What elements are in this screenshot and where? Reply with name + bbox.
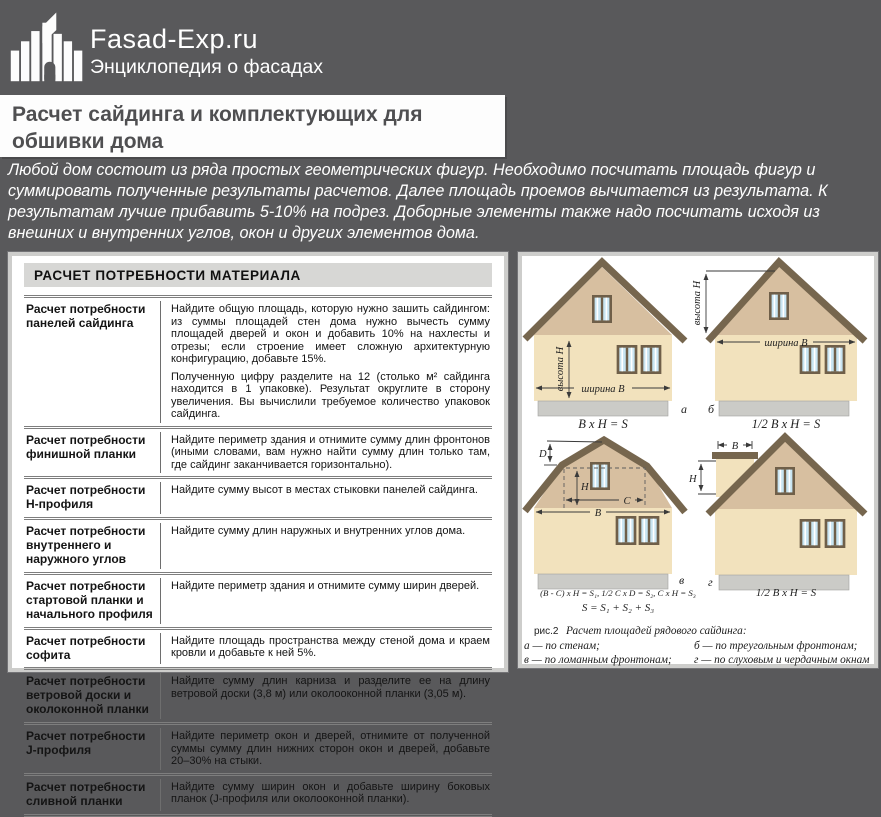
row-paragraph: Найдите периметр здания и отнимите сумму ширин дверей.	[171, 579, 480, 592]
row-label: Расчет потребности J-профиля	[26, 729, 146, 758]
gable-window	[592, 295, 612, 323]
table-row-start-strip	[24, 575, 492, 630]
row-paragraph: Найдите периметр окон и дверей, отнимите от полученной суммы сумму длин нижних сторон окон и дверей, добавьте 20–30% на стыки.	[171, 730, 490, 768]
wall-window	[825, 345, 846, 374]
wall-window	[639, 516, 660, 545]
dim-width-label: ширина B	[764, 338, 808, 349]
house-g	[688, 437, 865, 599]
table-row-wind-board	[24, 670, 492, 725]
dim-b-label: B	[594, 508, 602, 519]
house-formula: 1/2 B x H = S	[755, 587, 817, 599]
wall-window	[616, 516, 637, 545]
figure-number: рис.2	[534, 626, 559, 637]
row-label: Расчет потребности стартовой планки и начального профиля	[26, 578, 153, 621]
row-text	[160, 728, 492, 770]
house-formula-sum: S = S₁ + S₂ + S₃	[581, 602, 655, 614]
house-letter: г	[708, 575, 713, 589]
caption-item-a: а — по стенам;	[524, 640, 600, 652]
row-paragraph: Найдите сумму длин карниза и разделите ее на длину ветровой доски (3,8 м) или околооконной планки (3,05 м).	[171, 675, 490, 700]
dim-height-label: высота H	[555, 346, 566, 392]
diagram-panel	[518, 252, 878, 668]
brand-logo-icon	[8, 5, 86, 85]
row-paragraph: Найдите периметр здания и отнимите сумму длин фронтонов (иными словами, вам нужно найти сумму длин только там, где сайдинг заканчивается горизонтально).	[171, 433, 490, 471]
wall-window	[800, 519, 821, 548]
dim-c-label: C	[623, 496, 631, 507]
table-row-j-profile	[24, 725, 492, 776]
row-text	[160, 779, 492, 811]
brand-name: Fasad-Exp.ru	[90, 24, 259, 54]
page-title-box	[0, 95, 505, 157]
site-header	[0, 0, 881, 90]
table-row-drip-cap	[24, 776, 492, 817]
caption-item-v: в — по ломанным фронтонам;	[524, 654, 672, 666]
dim-h-label: H	[581, 482, 589, 493]
house-letter: б	[708, 402, 715, 416]
gable-window	[590, 462, 610, 490]
table-row-siding-panels	[24, 298, 492, 429]
brand-text	[90, 24, 323, 80]
house-v	[525, 440, 696, 614]
house-formula: (B - C) x H = S₁, 1/2 C x D = S₂, C x H = S₃	[540, 588, 696, 598]
dim-b-label: B	[731, 441, 739, 452]
row-text	[160, 633, 492, 665]
table-row-finish-strip	[24, 429, 492, 480]
row-label: Расчет потребности панелей сайдинга	[26, 302, 146, 330]
wall-window	[825, 519, 846, 548]
row-text	[160, 482, 492, 514]
house-letter: а	[681, 402, 687, 416]
row-text	[160, 578, 492, 624]
figure-caption	[524, 625, 870, 666]
row-text	[160, 523, 492, 569]
gable-window	[775, 467, 795, 495]
row-paragraph: Найдите сумму ширин окон и добавьте ширину боковых планок (J-профиля или околооконной планки).	[171, 780, 490, 806]
materials-table-panel	[8, 252, 508, 808]
siding-area-diagram	[522, 256, 873, 666]
row-text	[160, 432, 492, 474]
row-label: Расчет потребности финишной планки	[26, 432, 146, 461]
table-row-corners	[24, 520, 492, 575]
row-text	[160, 673, 492, 719]
brand-tagline: Энциклопедия о фасадах	[90, 56, 323, 78]
row-label: Расчет потребности Н-профиля	[26, 483, 146, 512]
house-formula: B x H = S	[578, 417, 628, 431]
row-text	[160, 301, 492, 423]
house-a	[525, 262, 687, 431]
wall-window	[641, 345, 662, 374]
caption-item-g: г — по слуховым и чердачным окнам	[694, 654, 870, 666]
dormer-roof	[712, 452, 758, 459]
dim-width-label: ширина B	[581, 384, 625, 395]
dim-height-label: высота H	[692, 280, 703, 326]
row-paragraph: Найдите общую площадь, которую нужно зашить сайдингом: из суммы площадей стен дома нужно вычесть сумму площадей дверей и окон и добавить 10% на нахлесты и отрезы; если строение имеет сложную архитектурную конфигурацию, добавьте 15%.	[171, 303, 490, 366]
dim-h-label: H	[689, 474, 697, 485]
page-title: Расчет сайдинга и комплектующих для обшивки дома	[12, 103, 423, 153]
wall-window	[617, 345, 638, 374]
materials-table	[24, 295, 492, 817]
house-letter: в	[679, 573, 685, 587]
caption-item-b: б — по треугольным фронтонам;	[694, 640, 858, 652]
row-label: Расчет потребности ветровой доски и околоконной планки	[26, 674, 149, 717]
table-row-h-profile	[24, 479, 492, 520]
gable-window	[769, 292, 789, 320]
row-paragraph: Найдите сумму длин наружных и внутренних углов дома.	[171, 525, 466, 538]
row-label: Расчет потребности сливной планки	[26, 779, 146, 808]
row-paragraph: Полученную цифру разделите на 12 (столько м² сайдинга находится в 1 упаковке). Результат округлите в сторону увеличения. Вы вычислили требуемое количество упаковок сайдинга.	[171, 370, 490, 421]
caption-title: Расчет площадей рядового сайдинга:	[566, 625, 747, 637]
dim-d-label: D	[539, 449, 547, 460]
house-b	[692, 262, 865, 431]
row-paragraph: Найдите площадь пространства между стеной дома и краем кровли и добавьте к ней 5%.	[171, 634, 490, 660]
row-paragraph: Найдите сумму высот в местах стыковки панелей сайдинга.	[171, 484, 478, 497]
row-label: Расчет потребности внутреннего и наружного углов	[26, 524, 146, 566]
table-title: РАСЧЕТ ПОТРЕБНОСТИ МАТЕРИАЛА	[24, 263, 492, 287]
intro-text: Любой дом состоит из ряда простых геометрических фигур. Необходимо посчитать площадь фигур и суммировать полученные результаты расчетов. Далее площадь проемов вычитается из результата. К результатам лучше прибавить 5-10% на подрез. Доборные элементы также надо посчитать исходя из внешних и внутренних углов, окон и других элементов дома.	[8, 161, 828, 242]
wall-window	[800, 345, 821, 374]
table-row-soffit	[24, 630, 492, 671]
house-formula: 1/2 B x H = S	[751, 417, 821, 431]
row-label: Расчет потребности софита	[26, 633, 146, 662]
